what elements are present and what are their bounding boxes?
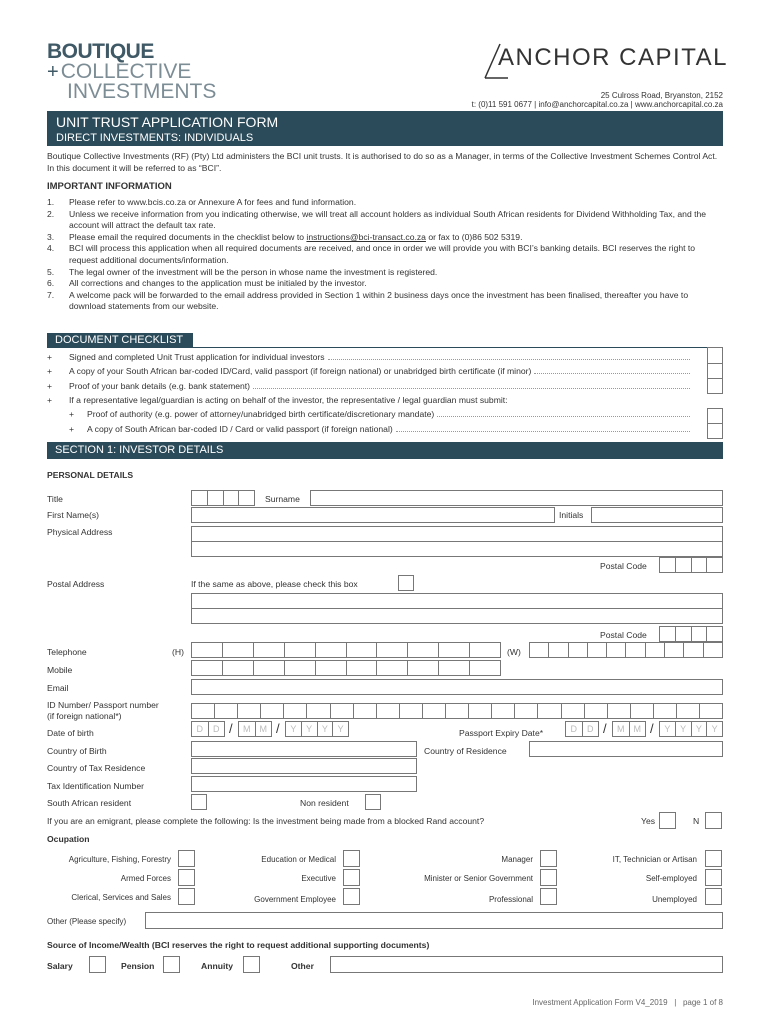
surname-label: Surname bbox=[265, 494, 300, 504]
bullet-plus-icon: + bbox=[47, 395, 53, 405]
dob-year-input[interactable]: Y Y Y Y bbox=[285, 721, 349, 737]
occupation-label: Manager bbox=[501, 855, 533, 864]
title-label: Title bbox=[47, 494, 63, 504]
important-item: 3. Please email the required documents in the checklist below to instructions@bci-transact.co.za or fax to (0)86 502 5319. bbox=[47, 231, 523, 242]
emigrant-yes-checkbox[interactable] bbox=[659, 812, 676, 829]
checklist-item: + Signed and completed Unit Trust application for individual investors bbox=[47, 352, 693, 362]
occupation-checkbox[interactable] bbox=[178, 888, 195, 905]
plus-icon: + bbox=[47, 61, 59, 83]
same-as-above-label: If the same as above, please check this box bbox=[191, 579, 358, 589]
form-title-bar bbox=[47, 111, 723, 146]
same-as-above-checkbox[interactable] bbox=[398, 575, 414, 591]
physical-address-label: Physical Address bbox=[47, 527, 113, 537]
checklist-checkbox[interactable] bbox=[707, 363, 723, 379]
country-birth-input[interactable] bbox=[191, 741, 417, 757]
sa-resident-checkbox[interactable] bbox=[191, 794, 207, 810]
checklist-item: + A copy of your South African bar-coded ID/Card, valid passport (if foreign national) or unabridged birth certificate (if minor) bbox=[47, 366, 693, 376]
occupation-checkbox[interactable] bbox=[178, 850, 195, 867]
pension-checkbox[interactable] bbox=[163, 956, 180, 973]
occupation-label: Professional bbox=[488, 895, 533, 904]
occupation-checkbox[interactable] bbox=[705, 888, 722, 905]
checklist-checkbox[interactable] bbox=[707, 378, 723, 394]
postal-code-label: Postal Code bbox=[600, 561, 647, 571]
occupation-checkbox[interactable] bbox=[705, 869, 722, 886]
bullet-plus-icon: + bbox=[47, 352, 53, 362]
tax-number-label: Tax Identification Number bbox=[47, 781, 144, 791]
instructions-email-link[interactable]: instructions@bci-transact.co.za bbox=[306, 231, 426, 242]
occupation-label: Education or Medical bbox=[261, 855, 336, 864]
occupation-checkbox[interactable] bbox=[705, 850, 722, 867]
anchor-capital-logo bbox=[482, 42, 727, 82]
checklist-checkbox[interactable] bbox=[707, 423, 723, 439]
occupation-checkbox[interactable] bbox=[540, 850, 557, 867]
occupation-checkbox[interactable] bbox=[343, 888, 360, 905]
occupation-checkbox[interactable] bbox=[540, 869, 557, 886]
initials-input[interactable] bbox=[591, 507, 723, 523]
occupation-heading: Ocupation bbox=[47, 834, 90, 844]
postal-address-label: Postal Address bbox=[47, 579, 105, 589]
passport-expiry-day-input[interactable]: D D bbox=[565, 721, 599, 737]
occupation-label: Executive bbox=[301, 874, 336, 883]
telephone-home-input[interactable] bbox=[191, 642, 501, 658]
id-number-input[interactable] bbox=[191, 703, 723, 719]
surname-input[interactable] bbox=[310, 490, 723, 506]
intro-text: Boutique Collective Investments (RF) (Pty) Ltd administers the BCI unit trusts. It is authorised to do so as a Manager, in terms of the Collective Investment Schemes Control Act. In this document it will be referred to as “BCI”. bbox=[47, 151, 718, 173]
salary-checkbox[interactable] bbox=[89, 956, 106, 973]
telephone-home-label: (H) bbox=[172, 647, 184, 657]
personal-details-heading: PERSONAL DETAILS bbox=[47, 470, 134, 480]
title-input[interactable] bbox=[191, 490, 255, 506]
important-heading: IMPORTANT INFORMATION bbox=[47, 181, 172, 192]
non-resident-label: Non resident bbox=[300, 798, 349, 808]
non-resident-checkbox[interactable] bbox=[365, 794, 381, 810]
checklist-rule bbox=[47, 347, 723, 348]
checklist-item: + Proof of your bank details (e.g. bank statement) bbox=[47, 381, 693, 391]
occupation-label: Agriculture, Fishing, Forestry bbox=[68, 855, 171, 864]
country-tax-label: Country of Tax Residence bbox=[47, 763, 146, 773]
occupation-checkbox[interactable] bbox=[178, 869, 195, 886]
contact-line: t: (0)11 591 0677 | info@anchorcapital.co.za | www.anchorcapital.co.za bbox=[471, 100, 723, 109]
no-label: N bbox=[693, 816, 700, 826]
dob-label: Date of birth bbox=[47, 728, 94, 738]
bci-logo bbox=[47, 42, 216, 102]
important-item: 7. A welcome pack will be forwarded to the email address provided in Section 1 within 2 business days once the investment has been finalised, thereafter you have to download statements from our website. bbox=[47, 289, 689, 312]
dob-month-input[interactable]: M M bbox=[238, 721, 272, 737]
first-names-input[interactable] bbox=[191, 507, 555, 523]
annuity-checkbox[interactable] bbox=[243, 956, 260, 973]
country-residence-input[interactable] bbox=[529, 741, 723, 757]
occupation-checkbox[interactable] bbox=[343, 869, 360, 886]
important-item: 4. BCI will process this application when all required documents are received, and once in order we will provide you with BCI’s banking details. BCI reserves the right to request additional documents/information. bbox=[47, 243, 696, 265]
yes-label: Yes bbox=[641, 816, 656, 826]
telephone-work-input[interactable] bbox=[529, 642, 723, 658]
other-income-input[interactable] bbox=[330, 956, 723, 973]
physical-postal-code-input[interactable] bbox=[659, 557, 723, 573]
occupation-label: Minister or Senior Government bbox=[424, 874, 533, 883]
checklist-item: + If a representative legal/guardian is acting on behalf of the investor, the representative / legal guardian must submit: bbox=[47, 395, 508, 405]
checklist-subitem: + A copy of South African bar-coded ID / Card or valid passport (if foreign national) bbox=[69, 424, 693, 434]
logo-line-3: INVESTMENTS bbox=[67, 80, 217, 103]
logo-line-2: COLLECTIVE bbox=[60, 60, 192, 83]
footer-page-info: Investment Application Form V4_2019 | page 1 of 8 bbox=[532, 998, 723, 1007]
pension-label: Pension bbox=[121, 961, 155, 971]
foreign-national-label: (if foreign national*) bbox=[47, 711, 122, 721]
country-tax-input[interactable] bbox=[191, 758, 417, 774]
checklist-checkbox[interactable] bbox=[707, 347, 723, 364]
emigrant-question: If you are an emigrant, please complete the following: Is the investment being made from a blocked Rand account? bbox=[47, 816, 485, 826]
dob-separator: / bbox=[276, 721, 280, 736]
dob-day-input[interactable]: D D bbox=[191, 721, 225, 737]
emigrant-no-checkbox[interactable] bbox=[705, 812, 722, 829]
occupation-label: Armed Forces bbox=[120, 874, 171, 883]
mobile-input[interactable] bbox=[191, 660, 501, 676]
telephone-label: Telephone bbox=[47, 647, 87, 657]
form-subtitle: DIRECT INVESTMENTS: INDIVIDUALS bbox=[56, 132, 254, 144]
important-item: 1. Please refer to www.bcis.co.za or Annexure A for fees and fund information. bbox=[47, 197, 357, 207]
important-item: 2. Unless we receive information from you indicating otherwise, we will treat all account holders as individual South African residents for Dividend Withholding Tax, and the account will attract the default tax rate. bbox=[47, 208, 707, 231]
checklist-checkbox[interactable] bbox=[707, 408, 723, 424]
postal-address-line-1[interactable] bbox=[191, 593, 723, 609]
occupation-label: IT, Technician or Artisan bbox=[612, 855, 697, 864]
checklist-heading: DOCUMENT CHECKLIST bbox=[47, 333, 193, 348]
anchor-capital-name: ANCHOR CAPITAL bbox=[498, 44, 728, 71]
occupation-checkbox[interactable] bbox=[343, 850, 360, 867]
initials-label: Initials bbox=[559, 510, 584, 520]
dob-separator: / bbox=[229, 721, 233, 736]
postal-code-label-2: Postal Code bbox=[600, 630, 647, 640]
checklist-subitem: + Proof of authority (e.g. power of attorney/unabridged birth certificate/discretionary mandate) bbox=[69, 409, 693, 419]
mobile-label: Mobile bbox=[47, 665, 73, 675]
first-names-label: First Name(s) bbox=[47, 510, 100, 520]
physical-address-line-2[interactable] bbox=[191, 541, 723, 557]
occupation-label: Unemployed bbox=[652, 895, 697, 904]
sa-resident-label: South African resident bbox=[47, 798, 132, 808]
passport-expiry-month-input[interactable]: M M bbox=[612, 721, 646, 737]
telephone-work-label: (W) bbox=[507, 647, 521, 657]
annuity-label: Annuity bbox=[201, 961, 233, 971]
address-line: 25 Culross Road, Bryanston, 2152 bbox=[600, 91, 723, 100]
expiry-separator: / bbox=[603, 721, 607, 736]
other-specify-label: Other (Please specify) bbox=[47, 917, 127, 926]
section1-heading: SECTION 1: INVESTOR DETAILS bbox=[47, 442, 723, 459]
tax-number-input[interactable] bbox=[191, 776, 417, 792]
passport-expiry-label: Passport Expiry Date* bbox=[459, 728, 544, 738]
postal-postal-code-input[interactable] bbox=[659, 626, 723, 642]
occupation-label: Clerical, Services and Sales bbox=[71, 893, 171, 902]
occupation-checkbox[interactable] bbox=[540, 888, 557, 905]
other-income-label: Other bbox=[291, 961, 314, 971]
email-label: Email bbox=[47, 683, 69, 693]
other-specify-input[interactable] bbox=[145, 912, 723, 929]
occupation-label: Self-employed bbox=[645, 874, 697, 883]
email-input[interactable] bbox=[191, 679, 723, 695]
important-item: 5. The legal owner of the investment will be the person in whose name the investment is registered. bbox=[47, 266, 438, 277]
id-number-label: ID Number/ Passport number bbox=[47, 700, 159, 710]
bullet-plus-icon: + bbox=[69, 409, 75, 419]
occupation-label: Government Employee bbox=[254, 895, 336, 904]
bullet-plus-icon: + bbox=[47, 366, 53, 376]
logo-line-1: BOUTIQUE bbox=[47, 40, 154, 63]
important-item: 6. All corrections and changes to the application must be initialed by the investor. bbox=[47, 278, 367, 289]
physical-address-line-1[interactable] bbox=[191, 526, 723, 542]
salary-label: Salary bbox=[47, 961, 73, 971]
bullet-plus-icon: + bbox=[47, 381, 53, 391]
form-title: UNIT TRUST APPLICATION FORM bbox=[56, 114, 279, 130]
important-list bbox=[47, 197, 723, 313]
income-heading: Source of Income/Wealth (BCI reserves the right to request additional supporting documents) bbox=[47, 940, 430, 950]
expiry-separator: / bbox=[650, 721, 654, 736]
country-residence-label: Country of Residence bbox=[424, 746, 507, 756]
postal-address-line-2[interactable] bbox=[191, 608, 723, 624]
passport-expiry-year-input[interactable]: Y Y Y Y bbox=[659, 721, 723, 737]
bullet-plus-icon: + bbox=[69, 424, 75, 434]
country-birth-label: Country of Birth bbox=[47, 746, 107, 756]
